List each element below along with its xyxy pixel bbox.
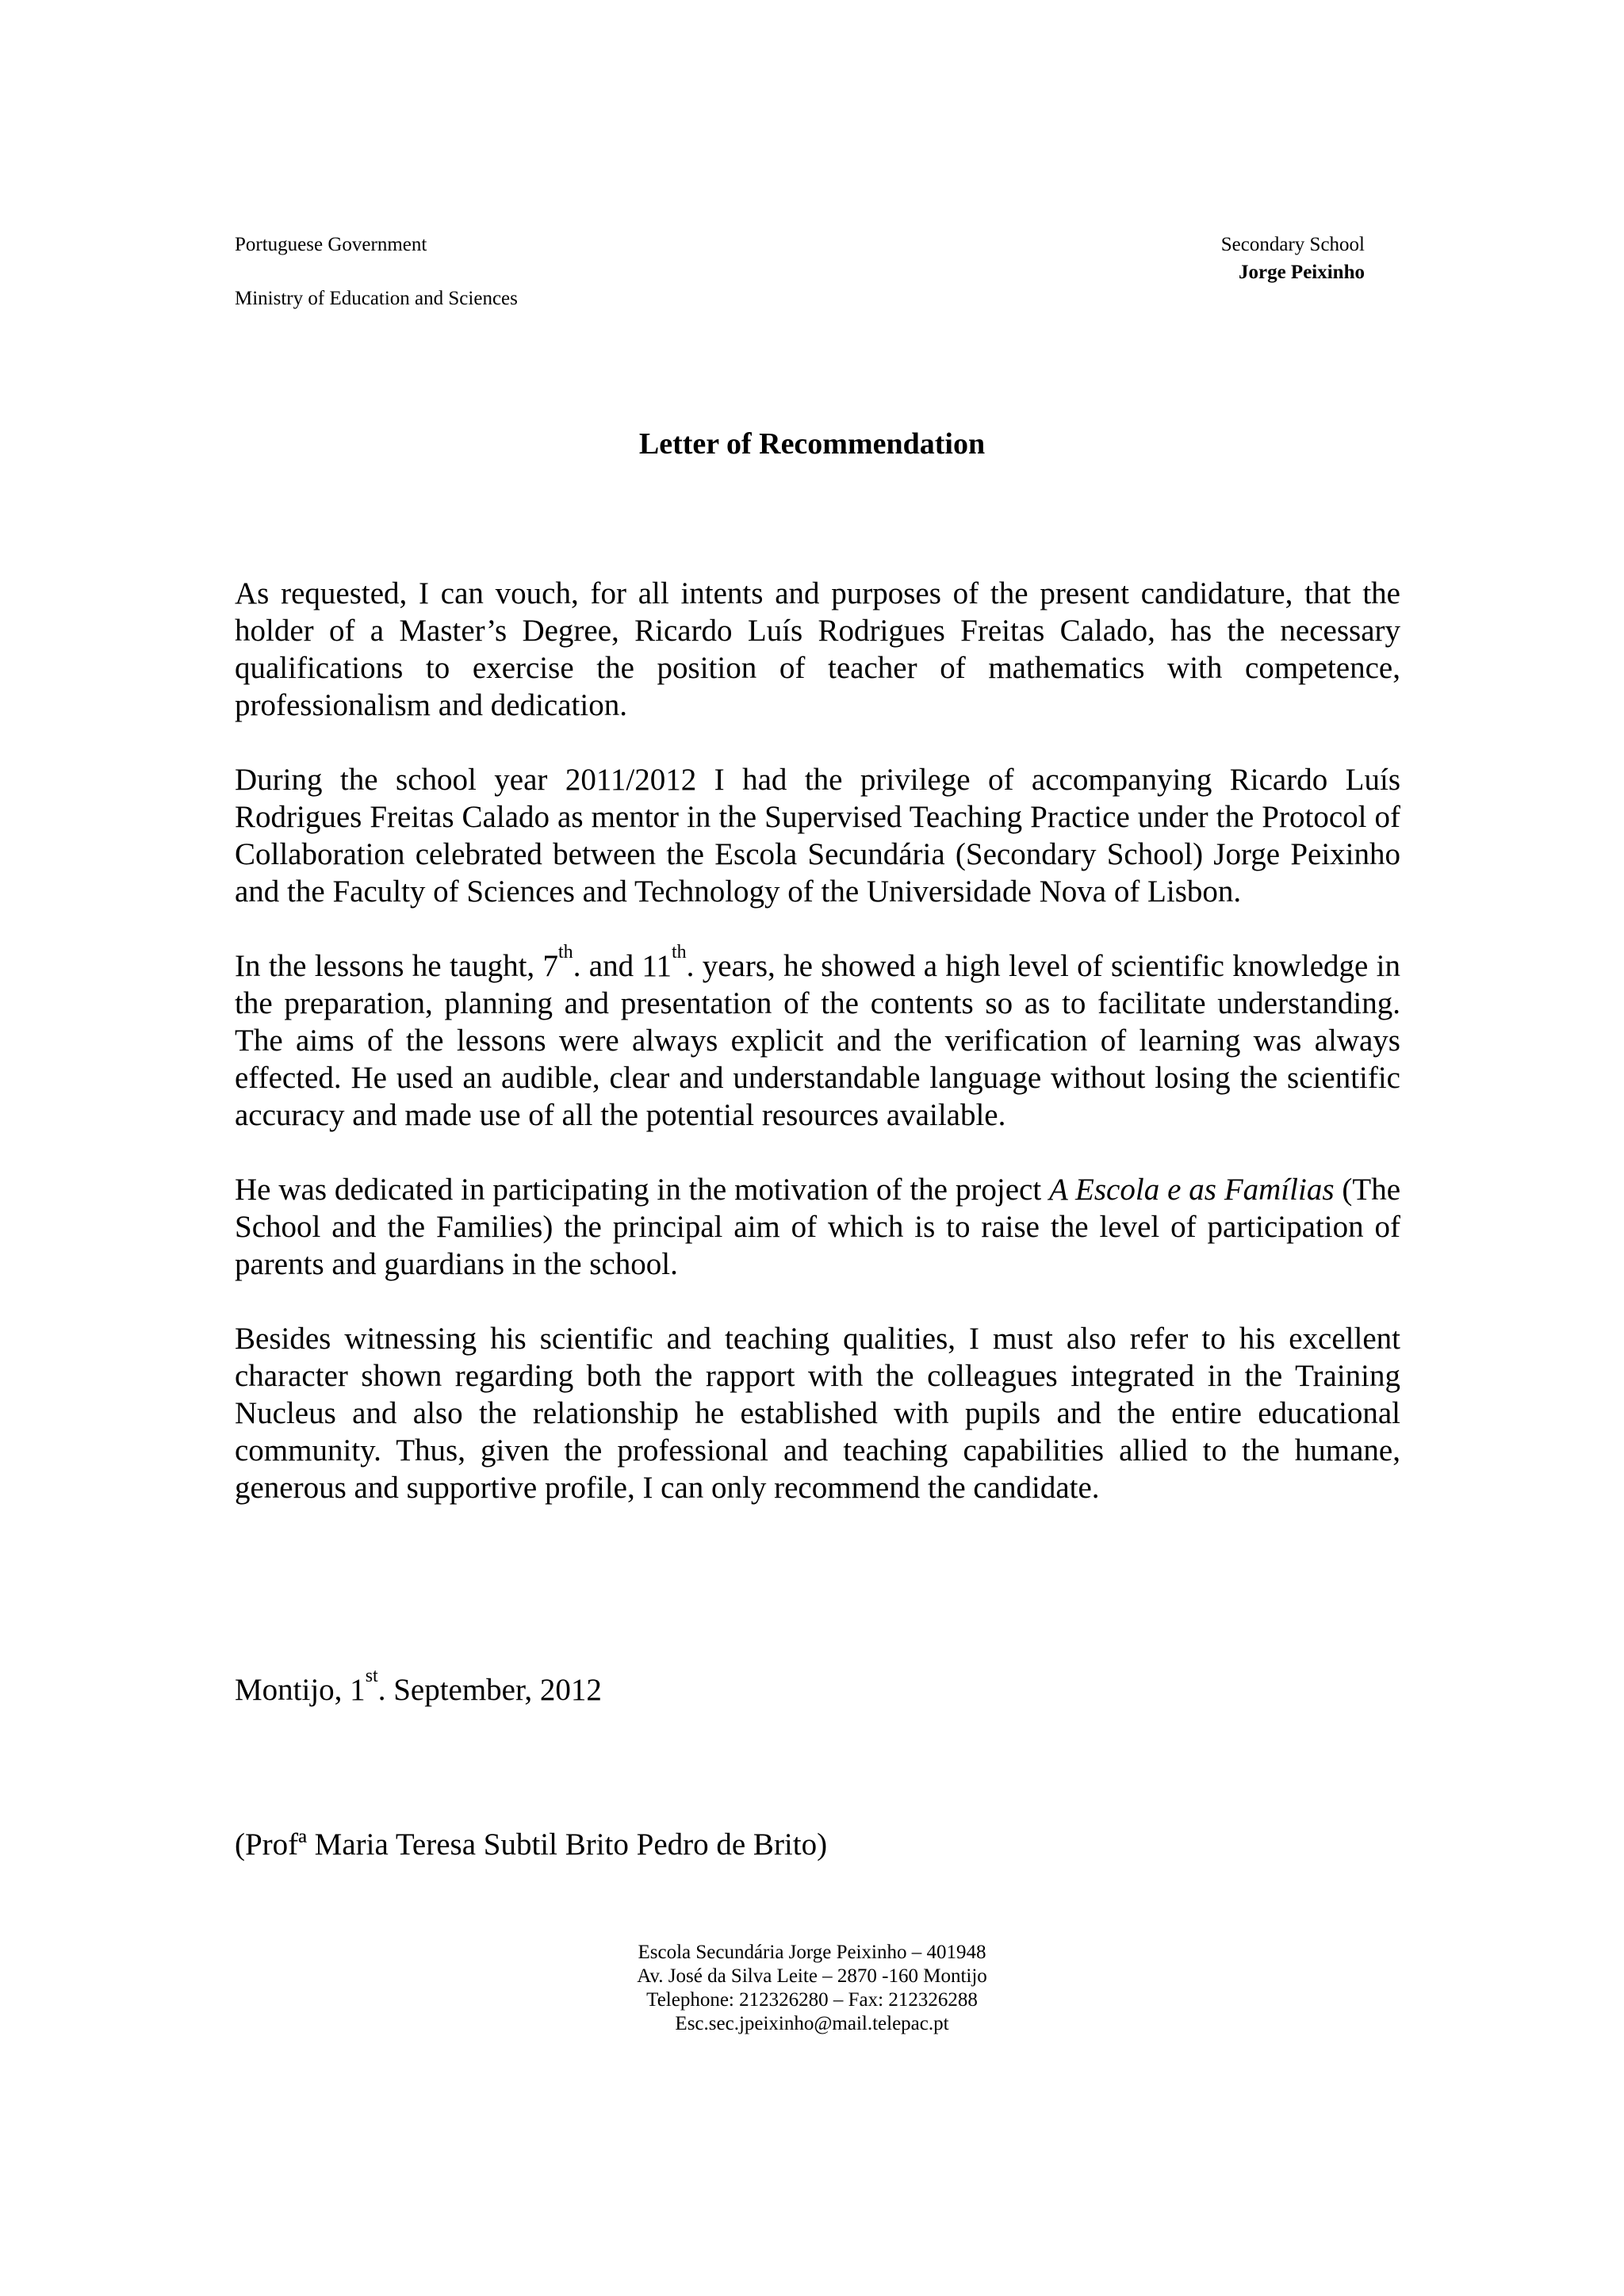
header-government: Portuguese Government (235, 234, 427, 255)
paragraph-4 (235, 1171, 1400, 1283)
paragraph-2: During the school year 2011/2012 I had the privilege of accompanying Ricardo Luís Rodrigues Freitas Calado as mentor in the Supervised Teaching Practice under the Protocol of Collaboration celebrated between the Escola Secundária (Secondary School) Jorge Peixinho and the Faculty of Sciences and Technology of the Universidade Nova of Lisbon. (235, 763, 1400, 909)
letter-body (235, 575, 1400, 1544)
ordinal-suffix: st (365, 1666, 378, 1687)
paragraph-3-text-a: In the lessons he taught, 7 (235, 949, 559, 983)
place-date-text-a: Montijo, 1 (235, 1673, 366, 1707)
footer-email: Esc.sec.jpeixinho@mail.telepac.pt (675, 2013, 949, 2034)
ordinal-suffix: th (558, 942, 573, 963)
header-school-name: Jorge Peixinho (1238, 262, 1365, 283)
project-name: A Escola e as Famílias (1049, 1173, 1335, 1207)
paragraph-3-text-c: . years, he showed a high level of scientific knowledge in the preparation, planning and presentation of the contents so as to facilitate understanding. The aims of the lessons were always explicit and the verification of learning was always effected. He used an audible, clear and understandable language without losing the scientific accuracy and made use of all the potential resources available. (235, 949, 1401, 1132)
paragraph-4-text-b: (The School and the Families) the principal aim of which is to raise the level of participation of parents and guardians in the school. (235, 1173, 1401, 1281)
paragraph-4-text-a: He was dedicated in participating in the motivation of the project (235, 1173, 1050, 1207)
paragraph-3 (235, 942, 1401, 1134)
footer-phone: Telephone: 212326280 – Fax: 212326288 (646, 1989, 978, 2011)
footer-address (0, 1941, 1624, 2036)
ordinal-suffix: th (671, 942, 687, 963)
signatory: (Profª Maria Teresa Subtil Brito Pedro de Brito) (235, 1827, 828, 1862)
paragraph-5: Besides witnessing his scientific and teaching qualities, I must also refer to his excellent character shown regarding both the rapport with the colleagues integrated in the Training Nucleus and also the relationship he established with pupils and the entire educational community. Thus, given the professional and teaching capabilities allied to the humane, generous and supportive profile, I can only recommend the candidate. (235, 1322, 1400, 1505)
header-ministry: Ministry of Education and Sciences (235, 288, 518, 309)
paragraph-1: As requested, I can vouch, for all intents and purposes of the present candidature, that the holder of a Master’s Degree, Ricardo Luís Rodrigues Freitas Calado, has the necessary qualifications to exercise the position of teacher of mathematics with competence, professionalism and dedication. (235, 576, 1400, 722)
place-date-text-b: . September, 2012 (377, 1673, 602, 1707)
header-school-type: Secondary School (1220, 234, 1365, 255)
paragraph-3-text-b: . and 11 (573, 949, 672, 983)
footer-street: Av. José da Silva Leite – 2870 -160 Montijo (637, 1965, 987, 1987)
page-title: Letter of Recommendation (638, 427, 986, 461)
footer-school: Escola Secundária Jorge Peixinho – 401948 (638, 1942, 986, 1963)
place-date (235, 1666, 602, 1709)
